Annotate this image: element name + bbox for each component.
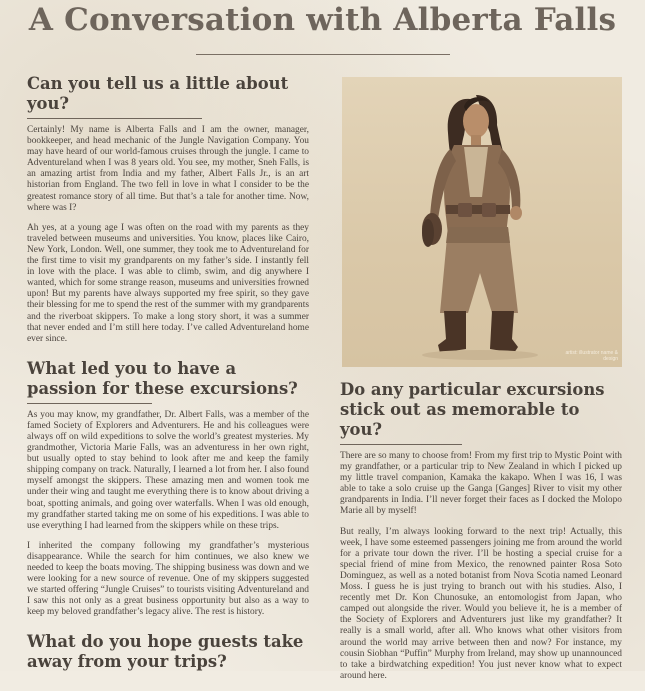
paragraph: But really, I’m always looking forward to the next trip! Actually, this week, I have some esteemed passengers joining me from around the world for a private tour down the river. I’ll be hosting a special cruise for a special friend of mine from Mexico, the renowned painter Rosa Soto Dominguez, as well as a noted botanist from Nova Scotia named Leonard Moss. I guess he is just trying to branch out with his studies. Also, I recently met Dr. Kon Chunosuke, an entomologist from Japan, who camped out alongside the river. Would you believe it, he is a member of the Society of Explorers and Adventurers just like my grandfather? It really is a small world, after all. Who knows what other visitors from around the world may arrive between then and now? For instance, my cousin Siobhan “Puffin” Murphy from Ireland, may show up unannounced to take a birdwatching expedition! You just never know what to expect around here.	[340, 526, 622, 681]
page-title: A Conversation with Alberta Falls	[28, 2, 617, 38]
section-memorable-excursions	[340, 380, 622, 682]
image-credit: artist: illustrator name & design	[565, 350, 618, 362]
section-about-you	[27, 74, 309, 345]
section-heading: What do you hope guests take away from your trips?	[27, 632, 304, 672]
section-heading: Do any particular excursions stick out as memorable to you?	[340, 380, 605, 439]
section-heading: What led you to have a passion for these excursions?	[27, 358, 298, 398]
paragraph: There are so many to choose from! From my first trip to Mystic Point with my grandfather, or a particular trip to New Zealand in which I picked up my little travel companion, Kamaka the kakapo. When I was 16, I was able to take a solo cruise up the Ganga [Ganges] River to visit my other grandparents in India. I’ll never forget their faces as I docked the Molopo Marie all by myself!	[340, 451, 622, 517]
heading-underline	[27, 403, 152, 404]
heading-underline	[27, 118, 202, 119]
portrait-illustration	[342, 77, 622, 367]
alberta-falls-portrait	[342, 77, 622, 367]
paragraph: Ah yes, at a young age I was often on the road with my parents as they traveled between museums and universities. You know, places like Cairo, New York, London. Well, one summer, they took me to Adventureland for the first time to visit my grandparents on my father’s side. I instantly fell in love with the place. I was able to climb, swim, and dig anywhere I wanted, which for some strange reason, museums and universities frowned upon! But my parents have always supported my free spirit, so they gave their blessing for me to spend the rest of the summer with my grandparents and the riverboat skippers. To make a long story short, it was a summer that never ended and I’m still here today. I’ve called Adventureland home ever since.	[27, 222, 309, 344]
right-column	[340, 380, 622, 691]
paragraph: I inherited the company following my grandfather’s mysterious disappearance. While the search for him continues, we also knew we needed to keep the boats moving. The shipping business was down and we were looking for a new source of revenue. One of my skippers suggested we started offering “Jungle Cruises” to tourists visiting Adventureland and I saw this not only as a great business opportunity but also as a way to keep my beloved grandfather’s legacy alive. The rest is history.	[27, 540, 309, 618]
left-column	[27, 74, 309, 680]
title-divider	[196, 54, 450, 55]
paragraph: Certainly! My name is Alberta Falls and I am the owner, manager, bookkeeper, and head mechanic of the Jungle Navigation Company. You may have heard of our world-famous cruises through the jungle. I came to Adventureland when I was 8 years old. You see, my mother, Sneh Falls, is an amazing artist from India and my father, Albert Falls Jr., is an art historian from England. The two fell in love in what I consider to be the greatest romance story of all time. But that’s a tale for another time. Now, where was I?	[27, 125, 309, 213]
section-takeaway	[27, 632, 309, 672]
heading-underline	[340, 444, 462, 445]
paragraph: As you may know, my grandfather, Dr. Albert Falls, was a member of the famed Society of Explorers and Adventurers. He and his colleagues were always off on wild expeditions to solve the world’s greatest mysteries. My grandmother, Victoria Marie Falls, was an adventuress in her own right, but usually opted to stay behind to look after me and keep the family shipping company on track. Naturally, I learned a lot from her. I also found myself amongst the skippers. These amazing men and women took me under their wing and taught me everything there is to know about driving a boat, spotting animals, and going over waterfalls. When I was old enough, my grandfather started taking me on some of his expeditions. I was able to use everything I had learned from the skippers while on these trips.	[27, 409, 309, 531]
section-heading: Can you tell us a little about you?	[27, 74, 289, 113]
section-passion	[27, 359, 309, 619]
